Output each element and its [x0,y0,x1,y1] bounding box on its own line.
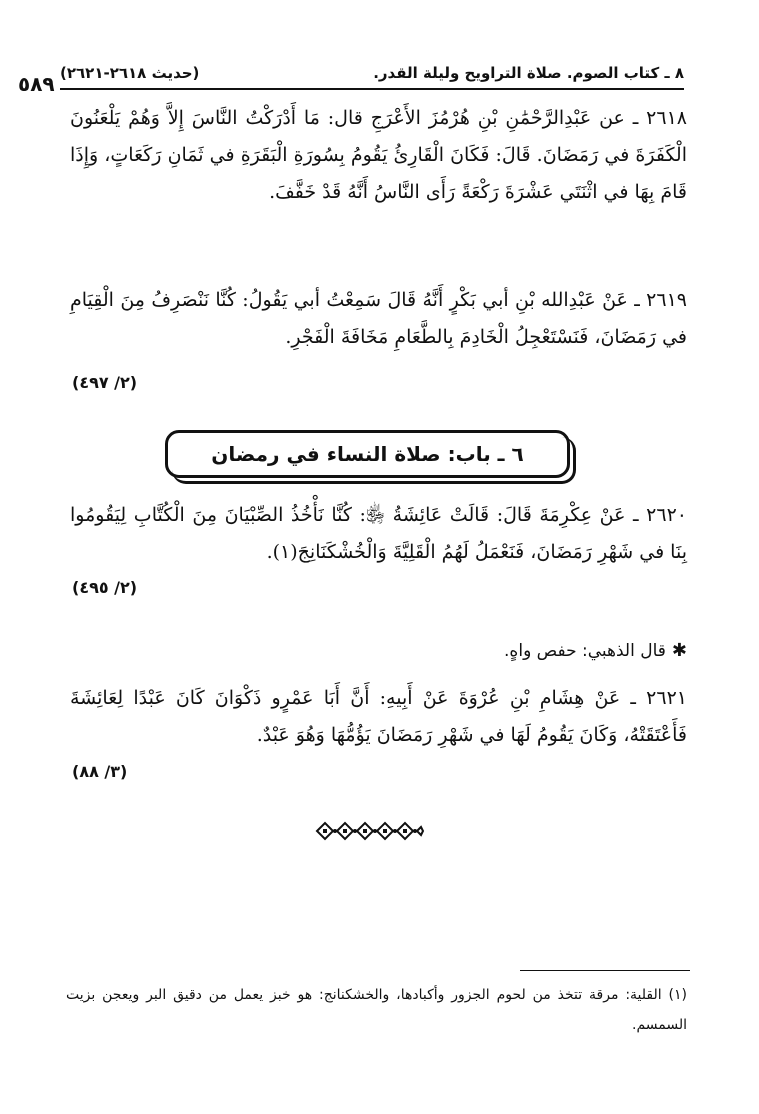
hadith-2621: ٢٦٢١ ـ عَنْ هِشَامِ بْنِ عُرْوَةَ عَنْ أَبِيهِ: أَنَّ أَبَا عَمْرٍو ذَكْوَانَ كَانَ عَبْدًا لِعَائِشَةَ فَأَعْتَقَتْهُ، وَكَانَ يَقُومُ لَهَا في شَهْرِ رَمَضَانَ يَؤُمُّهَا وَهُوَ عَبْدٌ. [70,687,687,746]
chapter-heading-box [165,430,570,478]
dhahabi-note-text: قال الذهبي: حفص واهٍ. [504,641,666,661]
asterisk-icon: ✱ [671,640,687,661]
chapter-title: ٦ ـ باب: صلاة النساء في رمضان [211,442,524,466]
hadith-2619: ٢٦١٩ ـ عَنْ عَبْدِالله بْنِ أبي بَكْرٍ أَنَّهُ قَالَ سَمِعْتُ أبي يَقُولُ: كُنَّا نَنْصَرِفُ مِنَ الْقِيَامِ في رَمَضَانَ، فَنَسْتَعْجِلُ الْخَادِمَ بِالطَّعَامِ مَخَافَةَ الْفَجْرِ. [70,289,687,348]
footnote: (١) القلية: مرقة تتخذ من لحوم الجزور وأكبادها، والخشكنانج: هو خبز يعمل من دقيق البر ويعجن بزيت السمسم. [66,987,687,1033]
hadith-2620: ٢٦٢٠ ـ عَنْ عِكْرِمَةَ قَالَ: قَالَتْ عَائِشَةُ ﵂: كُنَّا نَأْخُذُ الصِّبْيَانَ مِنَ الْكُتَّابِ لِيَقُومُوا بِنَا في شَهْرِ رَمَضَانَ، فَنَعْمَلُ لَهُمُ الْقَلِيَّةَ وَالْخُشْكَنَانِجَ(١). [70,504,687,563]
dhahabi-note [70,640,687,661]
hadith-range: (حديث ٢٦١٨-٢٦٢١) [60,64,200,82]
ornament-divider-icon [315,818,425,844]
running-header [60,58,684,90]
running-title: ٨ ـ كتاب الصوم. صلاة التراويح وليلة القدر. [373,64,684,82]
page-number: ٥٨٩ [18,72,55,96]
footnote-separator [520,970,690,971]
hadith-2618: ٢٦١٨ ـ عن عَبْدِالرَّحْمَٰنِ بْنِ هُرْمُزَ الأَعْرَجِ قال: مَا أَدْرَكْتُ النَّاسَ إِلاَّ وَهُمْ يَلْعَنُونَ الْكَفَرَةَ في رَمَضَانَ. قَالَ: فَكَانَ الْقَارِئُ يَقُومُ بِسُورَةِ الْبَقَرَةِ في ثَمَانِ رَكَعَاتٍ، وَإِذَا قَامَ بِهَا في اثْنَتَي عَشْرَةَ رَكْعَةً رَأَى النَّاسُ أَنَّهُ قَدْ خَفَّفَ. [70,107,687,203]
hadith-2621-reference: (٣/ ٨٨) [72,762,128,781]
hadith-2620-reference: (٢/ ٤٩٥) [72,578,138,597]
hadith-2619-reference: (٢/ ٤٩٧) [72,373,138,392]
